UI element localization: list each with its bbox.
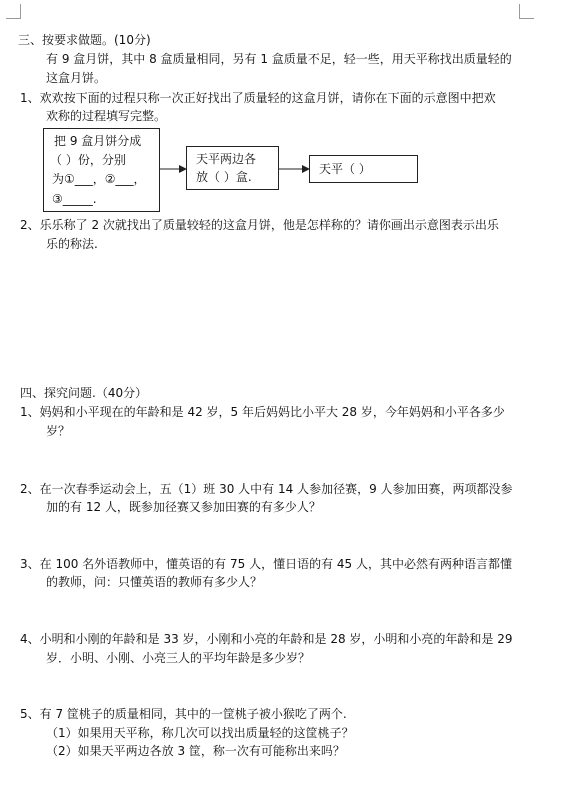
flow-box-divide-line-3: 为①___，②___， [52, 172, 146, 186]
section-3-title: 三、按要求做题。(10分) [18, 33, 151, 47]
flow-box-place-line-1: 天平两边各 [196, 152, 257, 166]
flow-box-balance-line-1: 天平（ ） [319, 162, 371, 176]
section-4-question-4-line-1: 4、小明和小刚的年龄和是 33 岁，小刚和小亮的年龄和是 28 岁，小明和小亮的年龄和是 29 [20, 632, 513, 646]
section-4-question-2-line-1: 2、在一次春季运动会上，五（1）班 30 人中有 14 人参加径赛，9 人参加田赛，两项都没参 [20, 482, 513, 496]
flow-box-place-line-2: 放（ ）盒. [196, 170, 252, 184]
section-4-question-1-line-1: 1、妈妈和小平现在的年龄和是 42 岁，5 年后妈妈比小平大 28 岁，今年妈妈和小平各多少 [20, 405, 505, 419]
section-4-question-2-line-2: 加的有 12 人，既参加径赛又参加田赛的有多少人？ [46, 500, 321, 514]
section-3-question-2-line-2: 乐的称法. [46, 237, 98, 251]
section-3-question-2-line-1: 2、乐乐称了 2 次就找出了质量较轻的这盒月饼，他是怎样称的？请你画出示意图表示出乐 [20, 218, 499, 232]
section-3-question-1-line-2: 欢称的过程填写完整。 [46, 109, 167, 123]
flow-box-divide-line-4: ③_____. [52, 192, 97, 206]
section-4-question-3-line-2: 的教师，问：只懂英语的教师有多少人？ [46, 575, 263, 589]
section-4-question-3-line-1: 3、在 100 名外语教师中，懂英语的有 75 人，懂日语的有 45 人，其中必然有两种语言都懂 [20, 557, 512, 571]
section-4-question-5-line-2: （1）如果用天平称，称几次可以找出质量轻的这筐桃子？ [46, 726, 354, 740]
section-4-question-5-line-1: 5、有 7 筐桃子的质量相同，其中的一筐桃子被小猴吃了两个. [20, 707, 347, 721]
flow-box-divide-line-2: （ ）份，分别 [50, 153, 126, 167]
section-4-title: 四、探究问题.（40分） [20, 386, 148, 400]
section-3-question-1-line-1: 1、欢欢按下面的过程只称一次正好找出了质量轻的这盒月饼，请你在下面的示意图中把欢 [20, 91, 496, 105]
section-4-question-1-line-2: 岁？ [46, 424, 71, 438]
section-3-intro-line-1: 有 9 盒月饼，其中 8 盒质量相同，另有 1 盒质量不足，轻一些，用天平称找出质量轻的 [46, 52, 512, 66]
section-4-question-4-line-2: 岁．小明、小刚、小亮三人的平均年龄是多少岁？ [46, 651, 311, 665]
section-3-intro-line-2: 这盒月饼。 [46, 71, 107, 85]
section-4-question-5-line-3: （2）如果天平两边各放 3 筐，称一次有可能称出来吗？ [46, 744, 345, 758]
flow-box-divide-line-1: 把 9 盒月饼分成 [54, 134, 142, 148]
